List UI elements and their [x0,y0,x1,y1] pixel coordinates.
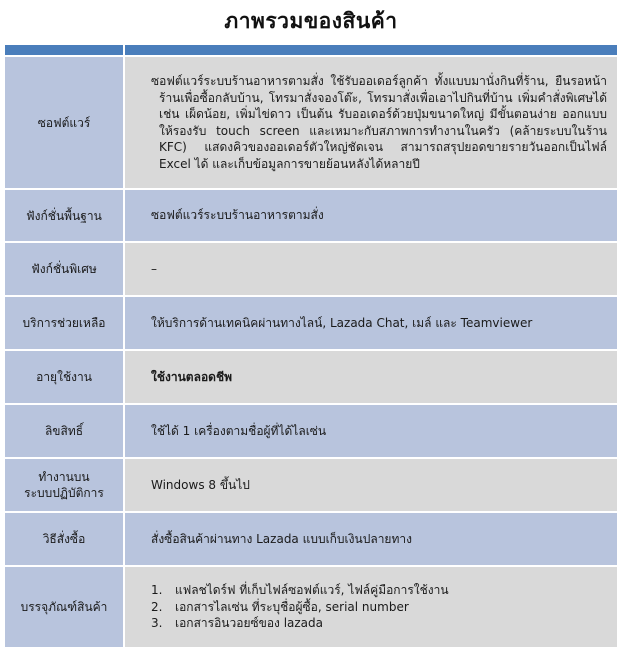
row-label: ซอฟต์แวร์ [4,56,124,189]
row-value [124,56,618,189]
table-row-operating-system [4,458,618,512]
product-overview-table [3,43,619,649]
row-value: ใช้ได้ 1 เครื่องตามชื่อผู้ที่ได้ไลเซ่น [124,404,618,458]
list-item-number: 1. [151,583,163,598]
list-item [151,599,607,616]
row-value [124,566,618,648]
table-header-label-cell [4,44,124,56]
software-description: ซอฟต์แวร์ระบบร้านอาหารตามสั่ง ใช้รับออเดอร์ลูกค้า ทั้งแบบมานั่งกินที่ร้าน, ยืนรอหน้าร้านเพื่อซื้อกลับบ้าน, โทรมาสั่งจองโต๊ะ, โทรมาสั่งเพื่อเอาไปกินที่บ้าน เพิ่มคำสั่งพิเศษได้ เช่น เผ็ดน้อย, เพิ่มไข่ดาว เป็นต้น รับออเดอร์ด้วยปุ่มขนาดใหญ่ มีขั้นตอนง่าย ออกแบบให้รองรับ touch screen และเหมาะกับสภาพการทำงานในครัว (คล้ายระบบในร้าน KFC) แสดงคิวของออเดอร์ตัวใหญ่ชัดเจน สามารถสรุปยอดขายรายวันออกเป็นไฟล์ Excel ได้ และเก็บข้อมูลการขายย้อนหลังได้หลายปี [151,74,607,171]
table-row-ordering [4,512,618,566]
row-label: อายุใช้งาน [4,350,124,404]
row-value: สั่งซื้อสินค้าผ่านทาง Lazada แบบเก็บเงินปลายทาง [124,512,618,566]
row-label: บริการช่วยเหลือ [4,296,124,350]
row-label-line: ทำงานบน [38,470,90,484]
table-row-license [4,404,618,458]
package-list [151,582,607,632]
table-row-package [4,566,618,648]
row-value: ให้บริการด้านเทคนิคผ่านทางไลน์, Lazada Chat, เมล์ และ Teamviewer [124,296,618,350]
table-row-software [4,56,618,189]
list-item-text: เอกสารอินวอยซ์ของ lazada [175,616,324,631]
table-row-special-functions [4,242,618,296]
row-value: ซอฟต์แวร์ระบบร้านอาหารตามสั่ง [124,189,618,242]
list-item-text: แฟลชไดร์ฟ ที่เก็บไฟล์ซอฟต์แวร์, ไฟล์คู่มือการใช้งาน [175,583,449,598]
page-title: ภาพรวมของสินค้า [224,9,398,33]
row-label: วิธีสั่งซื้อ [4,512,124,566]
list-item-text: เอกสารไลเซ่น ที่ระบุชื่อผู้ซื้อ, serial number [175,599,409,614]
row-label-line: ระบบปฏิบัติการ [24,486,104,500]
table-row-lifetime [4,350,618,404]
row-value: Windows 8 ขึ้นไป [124,458,618,512]
table-header-value-cell [124,44,618,56]
row-label: ฟังก์ชั่นพื้นฐาน [4,189,124,242]
row-label: บรรจุภัณฑ์สินค้า [4,566,124,648]
row-value: – [124,242,618,296]
row-label: ลิขสิทธิ์ [4,404,124,458]
table-row-basic-functions [4,189,618,242]
row-label [4,458,124,512]
list-item-number: 2. [151,599,163,614]
row-value: ใช้งานตลอดชีพ [124,350,618,404]
row-label: ฟังก์ชั่นพิเศษ [4,242,124,296]
table-row-support [4,296,618,350]
list-item-number: 3. [151,616,163,631]
list-item [151,582,607,599]
list-item [151,615,607,632]
table-header-row [4,44,618,56]
